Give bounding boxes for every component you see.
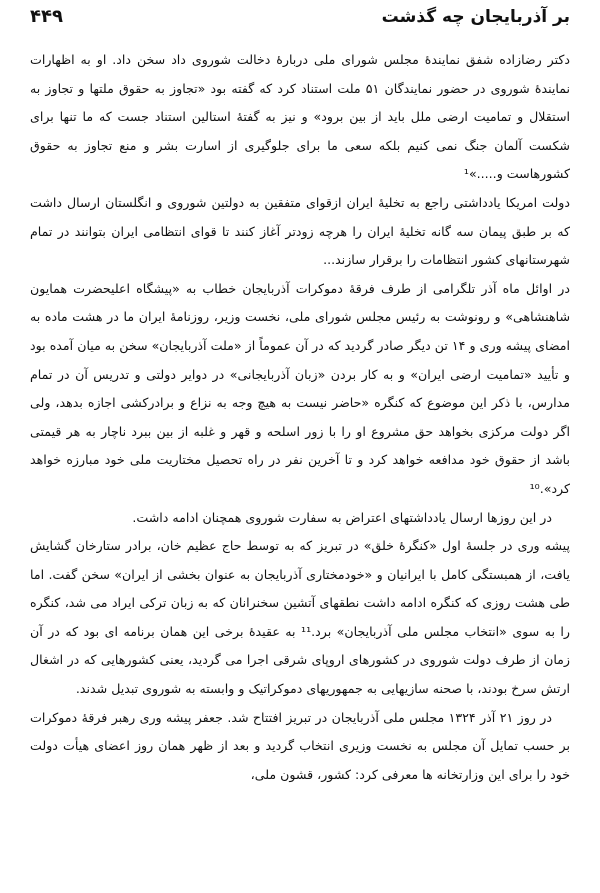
paragraph-protest-notes: در این روزها ارسال یادداشتهای اعتراض به سفارت شوروی همچنان ادامه داشت. (132, 509, 552, 525)
paragraph-us-note: دولت امریکا یادداشتی راجع به تخلیۀ ایران ازقوای متفقین به دولتین شوروی و انگلستان ارسال داشت که بر طبق پیمان سه گانه تخلیۀ ایران را هرچه زودتر آغاز کنند تا قوای انتظامی ایران بتوانند در تمام شهرستانهای کشور انتظامات را برقرار سازند... (30, 194, 570, 268)
paragraph-peoples-congress: پیشه وری در جلسۀ اول «کنگرۀ خلق» در تبریز که به توسط حاج عظیم خان، برادر ستارخان گشایش یافت، از همبستگی کامل با ایرانیان و «خودمختاری آذربایجان به عنوان بخشی از ایران» سخن گفت. اما طی هشت روزی که کنگره ادامه داشت نطقهای آتشین سخنرانان که به زبان ترکی ایراد می شد، کنگره را به سوی «انتخاب مجلس ملی آذربایجان» برد.¹¹ به عقیدۀ برخی این همان برنامه ای بود که در آن زمان از طرف دولت شوروی در کشورهای اروپای شرقی اجرا می گردید، یعنی کشورهایی که در اشغال ارتش سرخ بودند، با صحنه سازیهایی به جمهوریهای دموکراتیک و وابسته به شوروی تبدیل شدند. (30, 538, 570, 697)
paragraph-rezazadeh-shafagh: دکتر رضازاده شفق نمایندۀ مجلس شورای ملی دربارۀ دخالت شوروی داد سخن داد. او به اظهارات نمایندۀ شوروی در حضور نمایندگان ۵۱ ملت استناد کرد که گفته بود «تجاوز به حقوق ملتها و تجاوز به استقلال و تمامیت ارضی ملل باید از بین برود» و نیز به گفتۀ استالین استناد جست که ما تنها برای شکست آلمان جنگ نمی کنیم بلکه سعی ما برای جلوگیری از اسارت بشر و منع تجاوز به حقوق کشورهاست و.....»¹ (30, 52, 570, 182)
page-header (30, 6, 570, 40)
paragraph-telegram: در اوائل ماه آذر تلگرامی از طرف فرقۀ دموکرات آذربایجان خطاب به «پیشگاه اعلیحضرت همایون شاهنشاهی» و رونوشت به رئیس مجلس شورای ملی، نخست وزیر، روزنامۀ ایران ما در هشت ماده به امضای پیشه وری و ۱۴ تن دیگر صادر گردید که در آن عموماً از «ملت آذربایجان» سخن به میان آمده بود و تأیید «تمامیت ارضی ایران» و به کار بردن «زبان آذربایجانی» در دوایر دولتی و تدریس آن در تمام مدارس، با ذکر این موضوع که کنگره «حاضر نیست به هیچ وجه به نزاع و برادرکشی اجازه بدهد، ولی اگر دولت مرکزی بخواهد حق مشروع او را با زور اسلحه و قهر و غلبه از بین ببرد ناچار به هر قیمتی باشد از حقوق خود مدافعه خواهد کرد و تا آخرین نفر در راه تحصیل مختاریت ملی خود مبارزه خواهد کرد».¹⁰ (30, 280, 570, 496)
page-number: ۴۴۹ (30, 6, 63, 27)
running-title: بر آذربایجان چه گذشت (381, 7, 570, 27)
body-text (30, 46, 570, 789)
paragraph-national-assembly: در روز ۲۱ آذر ۱۳۲۴ مجلس ملی آذربایجان در تبریز افتتاح شد. جعفر پیشه وری رهبر فرقۀ دموکرات بر حسب تمایل آن مجلس به نخست وزیری انتخاب گردید و بعد از ظهر همان روز اعضای هیأت دولت خود را برای این وزارتخانه ها معرفی کرد: کشور، قشون ملی، (30, 709, 570, 782)
